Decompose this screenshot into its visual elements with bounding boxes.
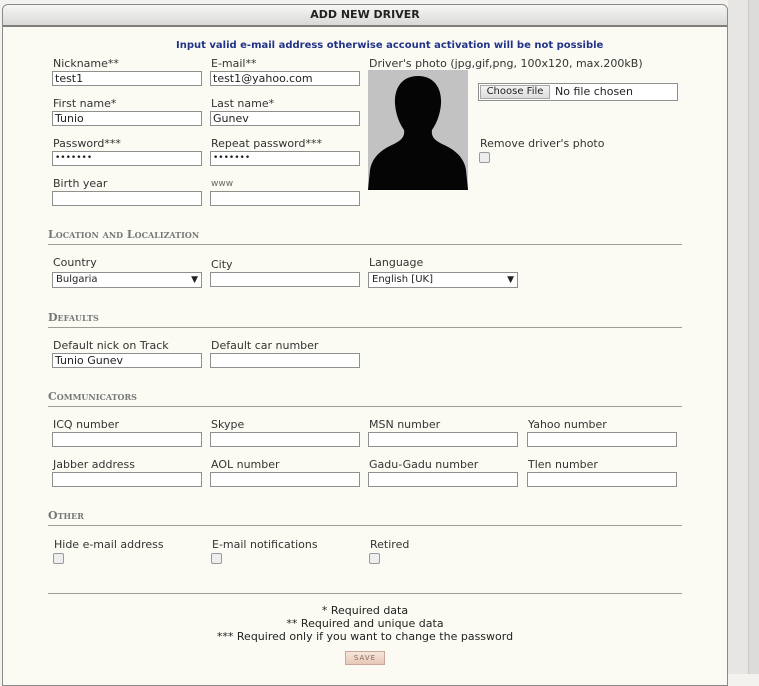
yahoo-input[interactable] — [527, 432, 677, 447]
remove-photo-label: Remove driver's photo — [480, 137, 605, 150]
skype-input[interactable] — [210, 432, 360, 447]
section-defaults: Defaults — [48, 311, 682, 328]
choose-file-button[interactable]: Choose File — [480, 85, 550, 99]
aol-label: AOL number — [211, 458, 280, 471]
jabber-input[interactable] — [52, 472, 202, 487]
www-label: www — [211, 179, 234, 189]
language-value: English [UK] — [372, 274, 433, 285]
photo-label: Driver's photo (jpg,gif,png, 100x120, max.200kB) — [369, 57, 643, 70]
section-communicators: Communicators — [48, 390, 682, 407]
gadu-label: Gadu-Gadu number — [369, 458, 479, 471]
password-input[interactable]: ••••••• — [52, 151, 202, 166]
nickname-input[interactable]: test1 — [52, 71, 202, 86]
required-password-note: *** Required only if you want to change the password — [216, 630, 514, 643]
car-number-label: Default car number — [211, 339, 319, 352]
skype-label: Skype — [211, 418, 245, 431]
email-notifications-label: E-mail notifications — [212, 538, 318, 551]
www-input[interactable] — [210, 191, 360, 206]
nick-on-track-label: Default nick on Track — [53, 339, 169, 352]
nickname-label: Nickname** — [53, 57, 119, 70]
footer-divider — [48, 593, 682, 594]
email-label: E-mail** — [211, 57, 257, 70]
repeat-password-input[interactable]: ••••••• — [210, 151, 360, 166]
birth-year-label: Birth year — [53, 177, 108, 190]
nick-on-track-input[interactable]: Tunio Gunev — [52, 353, 202, 368]
dropdown-arrow-icon: ▼ — [191, 275, 198, 285]
repeat-password-label: Repeat password*** — [211, 137, 322, 150]
silhouette-icon — [368, 70, 468, 190]
file-status: No file chosen — [555, 85, 633, 98]
aol-input[interactable] — [210, 472, 360, 487]
hide-email-label: Hide e-mail address — [54, 538, 164, 551]
first-name-label: First name* — [53, 97, 117, 110]
required-note: * Required data — [321, 604, 409, 617]
city-label: City — [211, 258, 233, 271]
password-label: Password*** — [53, 137, 121, 150]
tlen-label: Tlen number — [528, 458, 598, 471]
icq-label: ICQ number — [53, 418, 120, 431]
last-name-label: Last name* — [211, 97, 275, 110]
city-input[interactable] — [210, 272, 360, 287]
msn-label: MSN number — [369, 418, 441, 431]
section-location: Location and Localization — [48, 228, 682, 245]
country-select[interactable] — [52, 272, 202, 288]
retired-checkbox[interactable] — [369, 553, 380, 564]
section-other: Other — [48, 509, 682, 526]
country-label: Country — [53, 256, 97, 269]
scrollbar-track[interactable] — [748, 0, 759, 674]
language-label: Language — [369, 256, 424, 269]
panel-title: ADD NEW DRIVER — [3, 5, 727, 27]
gadu-input[interactable] — [368, 472, 518, 487]
tlen-input[interactable] — [527, 472, 677, 487]
car-number-input[interactable] — [210, 353, 360, 368]
language-select[interactable] — [368, 272, 518, 288]
email-notice: Input valid e-mail address otherwise account activation will be not possible — [176, 40, 604, 51]
save-button[interactable]: SAVE — [345, 651, 385, 665]
msn-input[interactable] — [368, 432, 518, 447]
jabber-label: Jabber address — [53, 458, 135, 471]
photo-file-input[interactable] — [478, 83, 678, 101]
birth-year-input[interactable] — [52, 191, 202, 206]
email-notifications-checkbox[interactable] — [211, 553, 222, 564]
country-value: Bulgaria — [56, 274, 98, 285]
icq-input[interactable] — [52, 432, 202, 447]
remove-photo-checkbox[interactable] — [479, 152, 490, 163]
first-name-input[interactable]: Tunio — [52, 111, 202, 126]
required-unique-note: ** Required and unique data — [286, 617, 444, 630]
hide-email-checkbox[interactable] — [53, 553, 64, 564]
email-input[interactable]: test1@yahoo.com — [210, 71, 360, 86]
driver-photo — [368, 70, 468, 190]
last-name-input[interactable]: Gunev — [210, 111, 360, 126]
retired-label: Retired — [370, 538, 410, 551]
right-scroll-area — [728, 0, 759, 674]
dropdown-arrow-icon: ▼ — [507, 275, 514, 285]
yahoo-label: Yahoo number — [528, 418, 607, 431]
